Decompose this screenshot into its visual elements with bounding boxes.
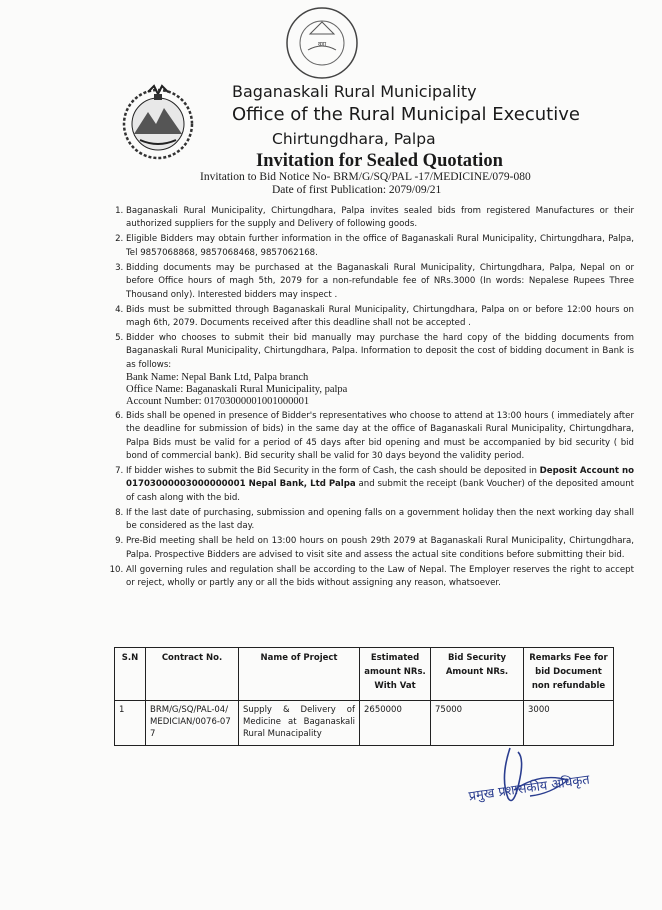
clause-7: 7. If bidder wishes to submit the Bid Security in the form of Cash, the cash should be deposited in Deposit Account no 01703000003000000001 Nepal Bank, Ltd Palpa and submit the receipt (bank Voucher) of the deposited amount of cash along with the bid.: [126, 465, 634, 505]
column-header: Name of Project: [239, 648, 360, 701]
table-cell: 2650000: [360, 701, 431, 746]
bank-name: Bank Name: Nepal Bank Ltd, Palpa branch: [126, 372, 309, 384]
notice-title: Invitation for Sealed Quotation: [256, 151, 503, 171]
column-header: Remarks Fee for bid Document non refundable: [524, 648, 614, 701]
clause-6: 6. Bids shall be opened in presence of Bidder's representatives who choose to attend at 13:00 hours ( immediately after the deadline for submission of bids) in the same day at the office of Baganaskali Rural Municipality, Chirtungdhara, Palpa Bids must be valid for a period of 45 days after bid opening and must be accompanied by bid security ( bid bond of commercial bank). Bid security shall be valid for 30 days beyond the validity period.: [126, 410, 634, 464]
column-header: Contract No.: [146, 648, 239, 701]
clause-2: 2. Eligible Bidders may obtain further information in the office of Baganaskali Rural Municipality, Chirtungdhara, Palpa, Tel 9857068868, 9857068468, 9857062168.: [126, 233, 634, 260]
bank-account-number: Account Number: 01703000001001000001: [126, 396, 310, 408]
municipality-seal-icon: [282, 4, 362, 82]
bank-office-name: Office Name: Baganaskali Rural Municipality, palpa: [126, 384, 348, 396]
table-cell: BRM/G/SQ/PAL-04/MEDICIAN/0076-077: [146, 701, 239, 746]
table-header-row: [115, 648, 614, 701]
official-stamp: प्रमुख प्रशासकीय अधिकृत: [467, 772, 591, 805]
svg-text:वडा: वडा: [317, 41, 327, 48]
table-cell: Supply & Delivery of Medicine at Baganaskali Rural Munacipality: [239, 701, 360, 746]
clause-4: 4. Bids must be submitted through Baganaskali Rural Municipality, Chirtungdhara, Palpa on or before 12:00 hours on magh 6th, 2079. Documents received after this deadline shall not be accepted .: [126, 304, 634, 331]
clause-8: 8. If the last date of purchasing, submission and opening falls on a government holiday then the next working day shall be considered as the last day.: [126, 507, 634, 534]
quotation-table: [114, 647, 614, 746]
table-cell: 1: [115, 701, 146, 746]
clause-5: 5. Bidder who chooses to submit their bid manually may purchase the hard copy of the bidding documents from Baganaskali Rural Municipality, Chirtungdhara, Palpa. Information to deposit the cost of bidding document in Bank is as follows: Bank Name: Nepal Bank Ltd, Palpa branch Office Name: Baganaskali Rural Municipality, palpa Account Number: 01703000001001000001: [126, 332, 634, 408]
municipality-name: Baganaskali Rural Municipality: [232, 82, 477, 101]
bank-details: [126, 372, 634, 408]
clause-3: 3. Bidding documents may be purchased at the Baganaskali Rural Municipality, Chirtungdhara, Palpa, Nepal on or before Office hours of magh 5th, 2079 for a non-refundable fee of NRs.3000 (In words: Nepalese Rupees Three Thousand only). Interested bidders may inspect .: [126, 262, 634, 302]
table-cell: 75000: [431, 701, 524, 746]
clause-10: 10. All governing rules and regulation shall be according to the Law of Nepal. The Employer reserves the right to accept or reject, wholly or partly any or all the bids without assigning any reason, whatsoever.: [126, 564, 634, 591]
clause-1: 1. Baganaskali Rural Municipality, Chirtungdhara, Palpa invites sealed bids from registered Manufactures or their authorized suppliers for the supply and Delivery of following goods.: [126, 205, 634, 232]
deposit-account: Deposit Account no 01703000003000000001 Nepal Bank, Ltd Palpa: [126, 466, 634, 490]
office-location: Chirtungdhara, Palpa: [272, 130, 436, 148]
notice-number: Invitation to Bid Notice No- BRM/G/SQ/PAL -17/MEDICINE/079-080: [200, 171, 531, 183]
publication-date: Date of first Publication: 2079/09/21: [272, 184, 442, 196]
nepal-emblem-icon: [118, 82, 198, 164]
office-name: Office of the Rural Municipal Executive: [232, 104, 580, 125]
table-cell: 3000: [524, 701, 614, 746]
column-header: S.N: [115, 648, 146, 701]
clause-9: 9. Pre-Bid meeting shall be held on 13:00 hours on poush 29th 2079 at Baganaskali Rural Municipality, Chirtungdhara, Palpa. Prospective Bidders are advised to visit site and assess the actual site conditions before submitting their bid.: [126, 535, 634, 562]
column-header: Estimated amount NRs. With Vat: [360, 648, 431, 701]
column-header: Bid Security Amount NRs.: [431, 648, 524, 701]
notice-clauses: [104, 205, 634, 592]
